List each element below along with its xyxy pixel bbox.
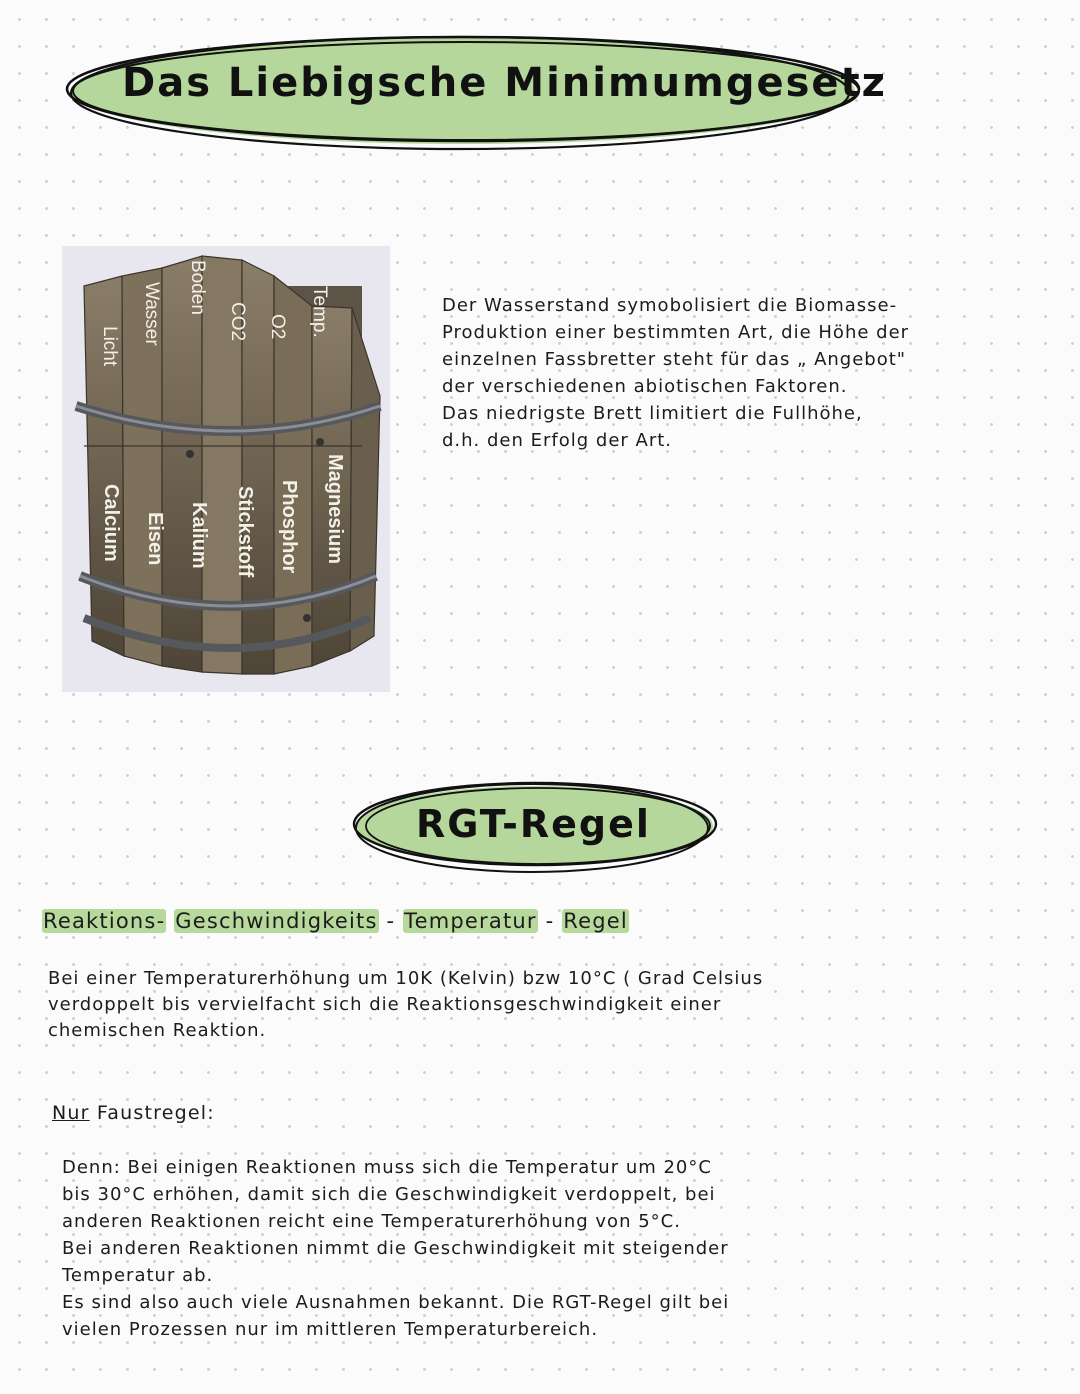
description-line: Das niedrigste Brett limitiert die Fullhöhe, [442,403,863,424]
definition-line: chemischen Reaktion. [48,1020,267,1041]
rule-heading-underlined: Nur [52,1102,90,1124]
page-title: Das Liebigsche Minimumgesetz [122,60,887,106]
rgt-explanation [62,1154,729,1343]
barrel-label-eisen: Eisen [144,512,166,566]
barrel-label-boden: Boden [187,260,208,315]
description-line: einzelnen Fassbretter steht für das „ Angebot" [442,349,907,370]
explanation-line: Bei anderen Reaktionen nimmt die Geschwindigkeit mit steigender [62,1238,729,1259]
barrel-label-wasser: Wasser [141,282,162,346]
explanation-line: Temperatur ab. [62,1265,214,1286]
barrel-label-calcium: Calcium [100,484,122,562]
definition-line: verdoppelt bis vervielfacht sich die Reaktionsgeschwindigkeit einer [48,994,722,1015]
explanation-line: bis 30°C erhöhen, damit sich die Geschwindigkeit verdoppelt, bei [62,1184,716,1205]
description-line: Der Wasserstand symobolisiert die Biomasse- [442,295,898,316]
barrel-label-temp: Temp. [309,286,330,338]
barrel-label-phosphor: Phosphor [278,480,300,574]
barrel-label-stickstoff: Stickstoff [234,486,256,578]
highlight-geschwindigkeits: Geschwindigkeits [175,909,378,933]
description-line: Produktion einer bestimmten Art, die Höhe der [442,322,910,343]
description-line: d.h. den Erfolg der Art. [442,430,673,451]
description-line: der verschiedenen abiotischen Faktoren. [442,376,848,397]
barrel-label-o2: O2 [267,314,288,340]
barrel-label-magnesium: Magnesium [324,454,346,565]
highlight-reaktions: Reaktions- [43,909,166,933]
barrel-illustration [62,246,390,692]
explanation-line: Es sind also auch viele Ausnahmen bekannt. Die RGT-Regel gilt bei [62,1292,730,1313]
explanation-line: anderen Reaktionen reicht eine Temperaturerhöhung von 5°C. [62,1211,681,1232]
rule-heading [52,1100,215,1126]
separator: - [545,909,555,933]
highlight-regel: Regel [563,909,628,933]
rule-heading-rest: Faustregel: [89,1102,215,1124]
rgt-definition [48,966,763,1044]
rgt-expansion [42,908,629,934]
section-title-rgt: RGT-Regel [416,802,651,846]
barrel-label-co2: CO2 [227,302,248,342]
barrel-label-kalium: Kalium [188,502,210,569]
explanation-line: vielen Prozessen nur im mittleren Temperaturbereich. [62,1319,599,1340]
definition-line: Bei einer Temperaturerhöhung um 10K (Kelvin) bzw 10°C ( Grad Celsius [48,968,764,989]
separator: - [386,909,396,933]
barrel-label-licht: Licht [99,326,120,367]
highlight-temperatur: Temperatur [404,909,537,933]
explanation-line: Denn: Bei einigen Reaktionen muss sich die Temperatur um 20°C [62,1157,712,1178]
barrel-description [442,292,909,454]
